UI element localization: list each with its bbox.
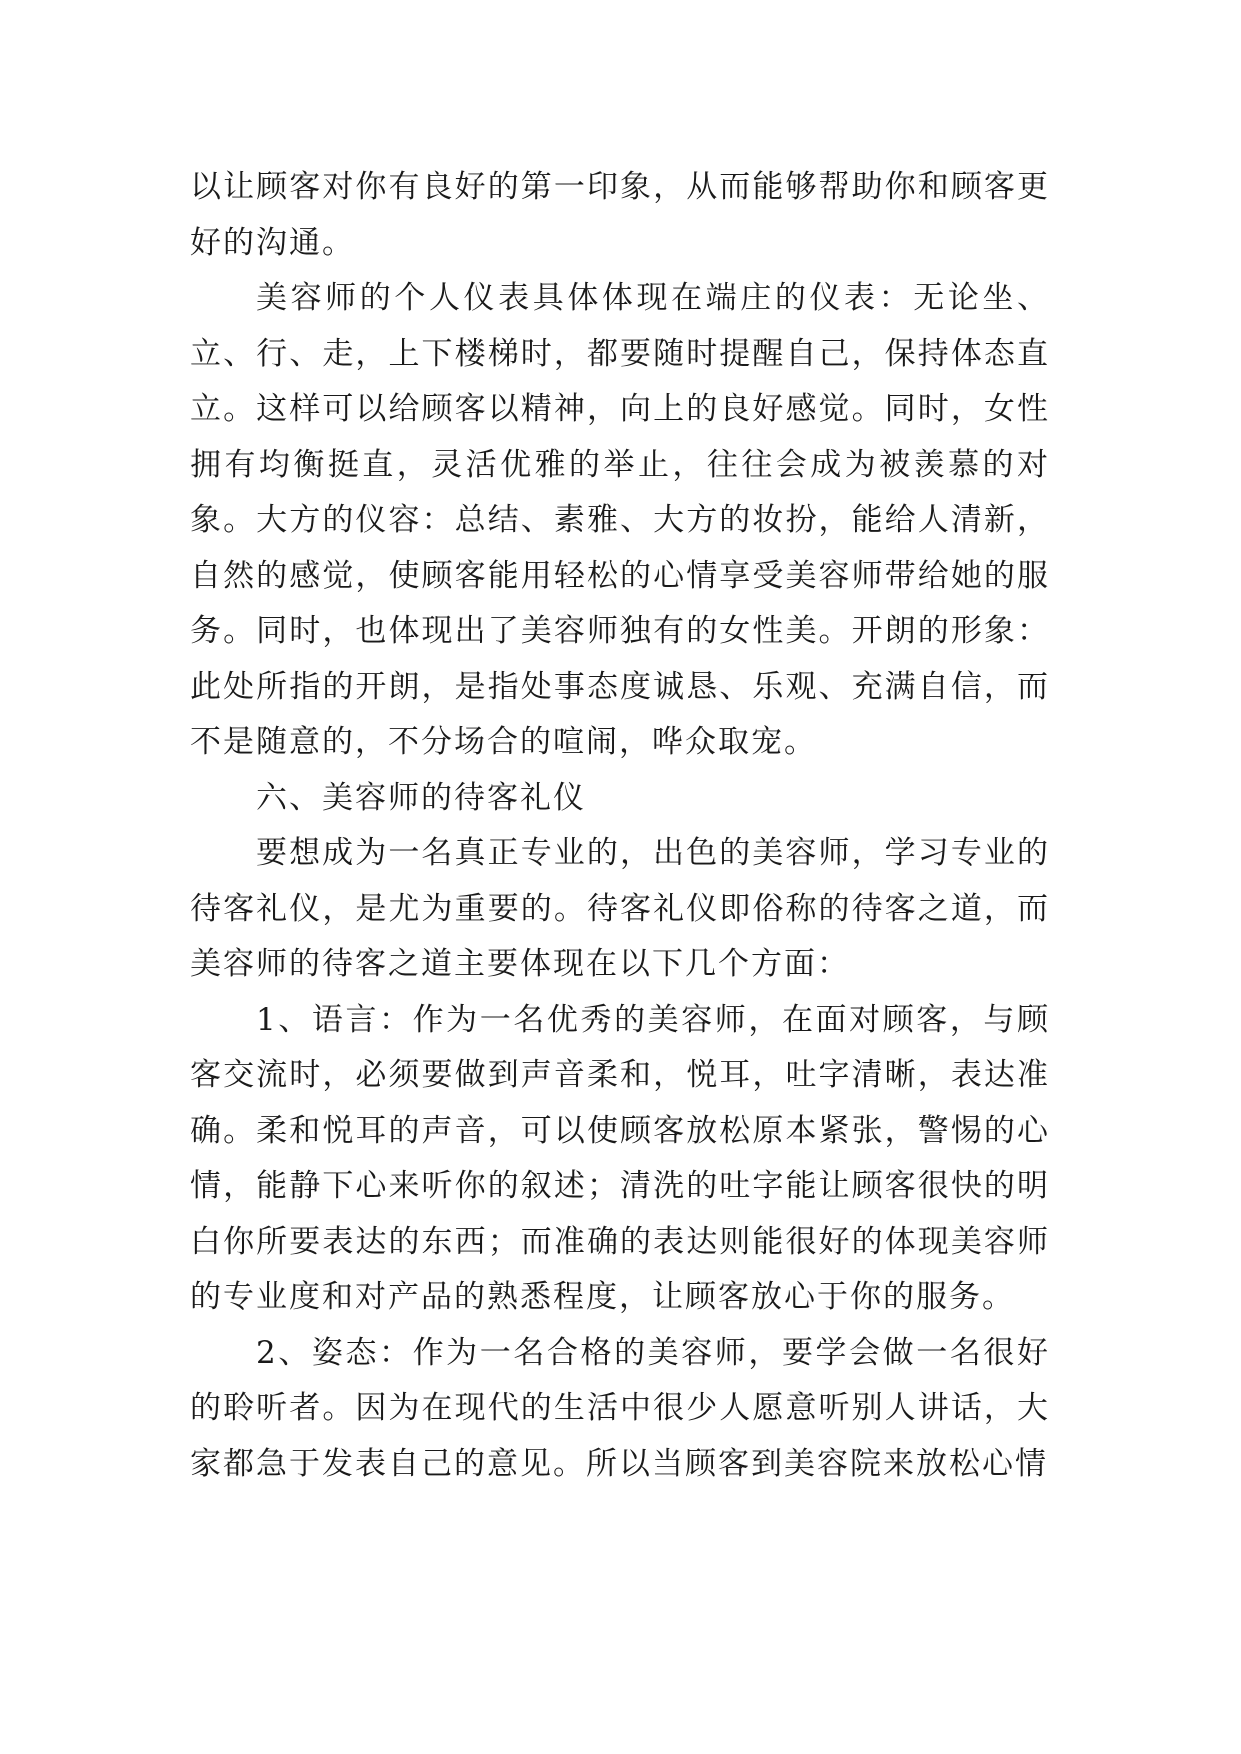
paragraph-posture: 2、姿态：作为一名合格的美容师，要学会做一名很好的聆听者。因为在现代的生活中很少人愿意听别人讲话，大家都急于发表自己的意见。所以当顾客到美容院来放松心情 (190, 1334, 1050, 1482)
section-heading-reception-etiquette: 六、美容师的待客礼仪 (256, 779, 586, 816)
paragraph-personal-appearance: 美容师的个人仪表具体体现在端庄的仪表：无论坐、立、行、走，上下楼梯时，都要随时提醒自己，保持体态直立。这样可以给顾客以精神，向上的良好感觉。同时，女性拥有均衡挺直，灵活优雅的举止，往往会成为被羡慕的对象。大方的仪容：总结、素雅、大方的妆扮，能给人清新，自然的感觉，使顾客能用轻松的心情享受美容师带给她的服务。同时，也体现出了美容师独有的女性美。开朗的形象：此处所指的开朗，是指处事态度诚恳、乐观、充满自信，而不是随意的，不分场合的喧闹，哗众取宠。 (190, 280, 1050, 760)
paragraph-continuation: 以让顾客对你有良好的第一印象，从而能够帮助你和顾客更好的沟通。 (190, 169, 1050, 261)
paragraph-reception-intro: 要想成为一名真正专业的，出色的美容师，学习专业的待客礼仪，是尤为重要的。待客礼仪即俗称的待客之道，而美容师的待客之道主要体现在以下几个方面： (190, 835, 1050, 982)
paragraph-language: 1、语言：作为一名优秀的美容师，在面对顾客，与顾客交流时，必须要做到声音柔和，悦耳，吐字清晰，表达准确。柔和悦耳的声音，可以使顾客放松原本紧张，警惕的心情，能静下心来听你的叙述；清洗的吐字能让顾客很快的明白你所要表达的东西；而准确的表达则能很好的体现美容师的专业度和对产品的熟悉程度，让顾客放心于你的服务。 (190, 1001, 1050, 1315)
document-body (190, 160, 1050, 1492)
